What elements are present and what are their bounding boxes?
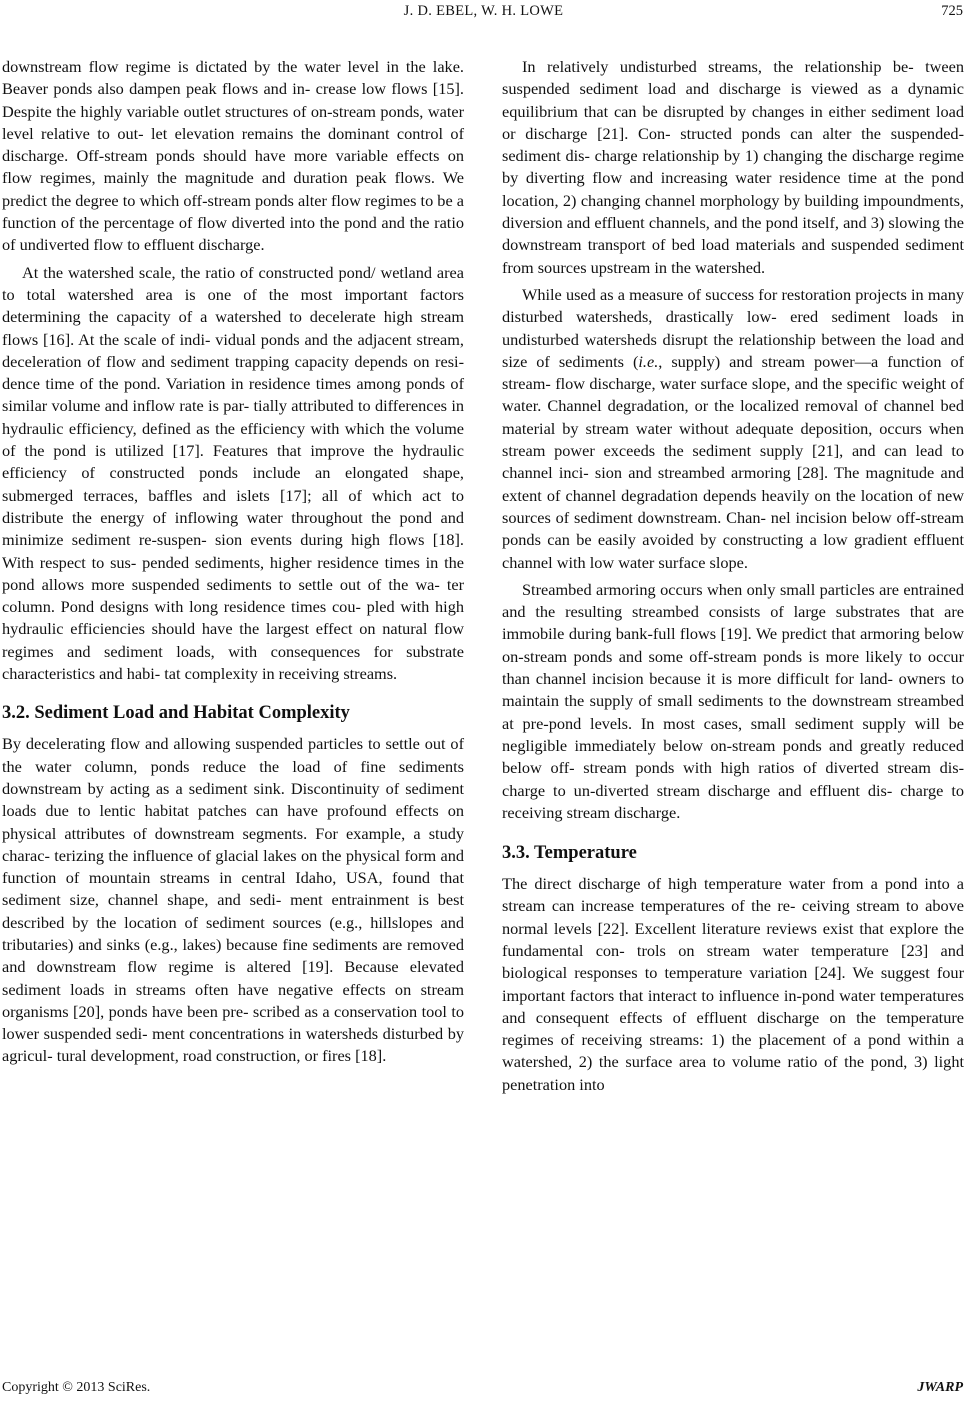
text-run: , supply) and stream power—a function of stream- flow discharge, water surface slope, and the specific weight of water. Channel degradation, or the localized removal of channel bed material by stream water without adequate deposition, occurs when stream power exceeds the sediment supply [21], and can lead to channel inci- sion and streambed armoring [28]. The magnitude and extent of channel degradation depends heavily on the location of new sources of sediment downstream. Chan- nel incision below off-stream ponds can be easily avoided by constructing a low gradient effluent channel with low water surface slope. (502, 351, 965, 572)
page-header (0, 3, 967, 27)
paragraph (502, 284, 964, 574)
paragraph: The direct discharge of high temperature water from a pond into a stream can increase temperatures of the re- ceiving stream to above normal levels [22]. Excellent literature reviews exist that explore the fundamental con- trols on stream water temperature [23] and biological responses to temperature variation [24]. We suggest four important factors that interact to influence in-pond water temperatures and consequent effects of effluent discharge on the temperature regimes of receiving streams: 1) the placement of a pond within a watershed, 2) the surface area to volume ratio of the pond, 3) light penetration into (502, 874, 964, 1094)
right-column (502, 56, 964, 1101)
paragraph: By decelerating flow and allowing suspended particles to settle out of the water column, ponds reduce the load of fine sediments downstream by acting as a sediment sink. Discontinuity of sediment loads due to lentic habitat patches can have profound effects on physical attributes of downstream segments. For example, a study charac- terizing the influence of glacial lakes on the physical form and function of mountain streams in central Idaho, USA, found that sediment size, channel shape, and sedi- ment entrainment is best described by the location of sediment sources (e.g., hillslopes and tributaries) and sinks (e.g., lakes) because fine sediments are removed and downstream flow regime is altered [19]. Because elevated sediment loads in streams often have negative effects on stream organisms [20], ponds have been pre- scribed as a conservation tool to lower suspended sedi- ment concentrations in watersheds disturbed by agricul- tural development, road construction, or fires [18]. (2, 734, 464, 1066)
copyright-notice: Copyright © 2013 SciRes. (2, 1380, 151, 1395)
section-heading-3-2: 3.2. Sediment Load and Habitat Complexity (2, 703, 350, 724)
italic-abbreviation: i.e. (638, 351, 659, 371)
running-head-authors: J. D. EBEL, W. H. LOWE (403, 3, 564, 19)
page-number: 725 (941, 3, 963, 19)
paragraph: Streambed armoring occurs when only small particles are entrained and the resulting streambed consists of large substrates that are immobile during bank-full flows [19]. We predict that armoring below on-stream ponds and some off-stream ponds is more likely to occur than channel incision because it is more difficult for land- owners to maintain the supply of small sediments to the downstream streambed at pre-pond levels. In most cases, small sediment supply will be negligible immediately below on-stream ponds and greatly reduced below off- stream ponds with high ratios of diverted stream dis- charge to un-diverted stream discharge and effluent dis- charge to receiving stream discharge. (502, 579, 964, 822)
left-column (2, 56, 464, 1073)
text-run: While used as a measure of success for restoration projects in many disturbed watersheds, drastically low- ered sediment loads in undisturbed watersheds disrupt the relationship between the load and size of sediments ( (502, 284, 964, 371)
section-heading-3-3: 3.3. Temperature (502, 843, 637, 864)
paragraph: In relatively undisturbed streams, the relationship be- tween suspended sediment load and discharge is viewed as a dynamic equilibrium that can be disrupted by changes in either sediment load or discharge [21]. Con- structed ponds can alter the suspended-sediment dis- charge relationship by 1) changing the discharge regime by diverting flow and increasing water residence time at the pond location, 2) changing channel morphology by building impoundments, diversion and effluent channels, and the pond itself, and 3) slowing the downstream transport of bed load materials and suspended sediment from sources upstream in the watershed. (502, 57, 964, 277)
paragraph: At the watershed scale, the ratio of constructed pond/ wetland area to total watershed area is one of the most important factors determining the capacity of a watershed to decelerate high stream flows [16]. At the scale of indi- vidual ponds and the adjacent stream, deceleration of flow and sediment trapping capacity depends on resi- dence time of the pond. Variation in residence times among ponds of similar volume and inflow rate is par- tially attributed to differences in hydraulic efficiency, defined as the efficiency with which the volume of the pond is utilized [17]. Features that improve the hydraulic efficiency of constructed ponds include an elongated shape, submerged terraces, baffles and islets [17]; all of which act to distribute the energy of inflowing water throughout the pond and minimize sediment re-suspen- sion events during high flows [18]. With respect to sus- pended sediments, higher residence times in the pond allows more suspended sediments to settle out of the wa- ter column. Pond designs with long residence times cou- pled with high hydraulic efficiencies should have the largest effect on natural flow regimes and sediment loads, with consequences for substrate characteristics and habi- tat complexity in receiving streams. (2, 262, 464, 684)
page-footer (0, 1380, 967, 1404)
paragraph: downstream flow regime is dictated by the water level in the lake. Beaver ponds also dampen peak flows and in- crease low flows [15]. Despite the highly variable outlet structures of on-stream ponds, water level relative to out- let elevation remains the dominant control of discharge. Off-stream ponds should have more variable effects on flow regimes, mainly the magnitude and duration peak flows. We predict the degree to which off-stream ponds alter flow regimes to be a function of the percentage of flow diverted into the pond and the ratio of undiverted flow to effluent discharge. (2, 57, 464, 255)
journal-abbreviation: JWARP (917, 1380, 963, 1395)
